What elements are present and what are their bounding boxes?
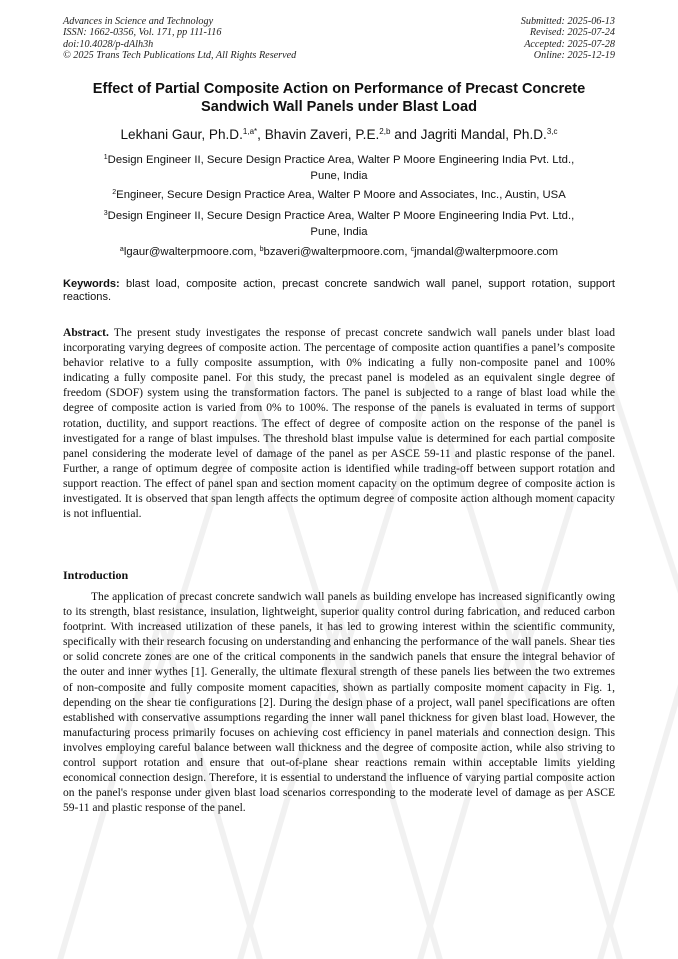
online-date: Online: 2025-12-19: [533, 50, 615, 62]
email-sup: c: [410, 246, 415, 253]
author-1-sup: 1,a*: [242, 127, 258, 136]
affiliation-1: [40, 150, 638, 184]
submission-dates: [521, 16, 615, 62]
keywords: [63, 278, 615, 305]
affiliation-text: Design Engineer II, Secure Design Practice Area, Walter P Moore Engineering India Pvt. Ltd.,: [107, 210, 575, 222]
abstract-label: Abstract.: [63, 327, 109, 339]
email-list: [40, 242, 638, 261]
affiliation-3: [40, 206, 638, 240]
affiliation-sup: 2: [112, 189, 117, 196]
author-3-name: Jagriti Mandal, Ph.D.: [420, 127, 547, 142]
accepted-date: Accepted: 2025-07-28: [524, 38, 615, 50]
affiliation-2: [40, 185, 638, 204]
journal-name: Advances in Science and Technology: [63, 16, 214, 27]
title-line-2: Sandwich Wall Panels under Blast Load: [201, 99, 477, 115]
title-line-1: Effect of Partial Composite Action on Performance of Precast Concrete: [92, 81, 586, 97]
email-c[interactable]: jmandal@walterpmoore.com: [414, 246, 559, 258]
doi-line: doi:10.4028/p-dAlh3h: [63, 38, 154, 50]
author-list: [30, 123, 648, 144]
email-separator: ,: [253, 246, 260, 258]
affiliation-text: Design Engineer II, Secure Design Practice Area, Walter P Moore Engineering India Pvt. Ltd.,: [107, 154, 575, 166]
author-3-sup: 3,c: [546, 127, 558, 136]
keywords-label: Keywords:: [63, 278, 120, 290]
affiliation-location: Pune, India: [310, 225, 368, 238]
section-heading-introduction: Introduction: [63, 568, 129, 582]
author-separator: ,: [257, 127, 265, 142]
affiliation-text: Engineer, Secure Design Practice Area, Walter P Moore and Associates, Inc., Austin, USA: [116, 189, 566, 201]
submitted-date: Submitted: 2025-06-13: [520, 16, 615, 27]
email-separator: ,: [404, 246, 411, 258]
email-b[interactable]: bzaveri@walterpmoore.com: [263, 246, 405, 258]
email-a[interactable]: lgaur@walterpmoore.com: [123, 246, 254, 258]
email-sup: b: [259, 246, 264, 253]
revised-date: Revised: 2025-07-24: [529, 27, 615, 39]
email-sup: a: [119, 246, 124, 253]
paper-title: [40, 80, 638, 116]
copyright-line: © 2025 Trans Tech Publications Ltd, All Rights Reserved: [63, 50, 297, 62]
affiliation-sup: 3: [103, 210, 108, 217]
issn-line: ISSN: 1662-0356, Vol. 171, pp 111-116: [63, 27, 222, 39]
keywords-text: blast load, composite action, precast concrete sandwich wall panel, support rotation, support reactions.: [63, 278, 615, 304]
journal-info: [63, 16, 296, 62]
author-2-name: Bhavin Zaveri, P.E.: [264, 127, 380, 142]
journal-header: [63, 16, 615, 64]
abstract-text: The present study investigates the response of precast concrete sandwich wall panels under blast load incorporating varying degrees of composite action. The percentage of composite action quantifies a panel’s composite behavior relative to a fully composite assumption, with 0% indicating a fully non-composite panel and 100% indicating a fully composite panel. For this study, the precast panel is modeled as an equivalent single degree of freedom (SDOF) system using the transformation factors. The panel is subjected to a range of blast load while the degree of composite action is varied from 0% to 100%. The response of the panels is evaluated in terms of support rotation, ductility, and support reactions. The effect of degree of composite action on the response of the panel is investigated for a range of blast impulses. The threshold blast impulse value is determined for each partial composite panel considering the moderate level of damage of the panel as per ASCE 59-11 and plastic response of the panel. Further, a range of optimum degree of composite action is identified while trading-off between support rotation and support reaction. The effect of panel span and section moment capacity on the optimum degree of composite action is investigated. It is observed that span length affects the optimum degree of composite action although moment capacity is not influential.: [63, 327, 615, 521]
author-1-name: Lekhani Gaur, Ph.D.: [120, 127, 243, 142]
affiliation-location: Pune, India: [310, 169, 368, 182]
author-separator: and: [390, 127, 421, 142]
author-2-sup: 2,b: [379, 127, 391, 136]
introduction-text: The application of precast concrete sandwich wall panels as building envelope has increased significantly owing to its strength, blast resistance, insulation, lightweight, superior quality control during fabrication, and reduced carbon footprint. With increased utilization of these panels, it has led to growing interest within the scientific community, specifically with their research focusing on understanding and enhancing the performance of the wall panels. Shear ties or solid concrete zones are one of the critical components in the sandwich panels that ensure the integral behavior of the outer and inner wythes [1]. Generally, the ultimate flexural strength of these panels lies between the two extremes of non-composite and fully composite moment capacities, shown as partially composite moment capacity in Fig. 1, depending on the shear tie configurations [2]. During the design phase of a project, wall panel specifications are often established with conservative assumptions regarding the inner wall panel thickness for given blast load. However, the manufacturing process primarily focuses on achieving cost efficiency in panel materials and connection design. This involves employing careful balance between wall thickness and the degree of composite action, while also striving to control support rotation and ensure that out-of-plane shear reactions remain within acceptable limits yielding economical connection design. Therefore, it is essential to understand the influence of varying partial composite action on the panel's response under given blast load scenarios corresponding to the moderate level of damage as per ASCE 59-11 and plastic response of the panel.: [63, 591, 615, 815]
abstract: [63, 326, 615, 522]
introduction-paragraph: [63, 590, 615, 816]
affiliation-sup: 1: [103, 154, 108, 161]
